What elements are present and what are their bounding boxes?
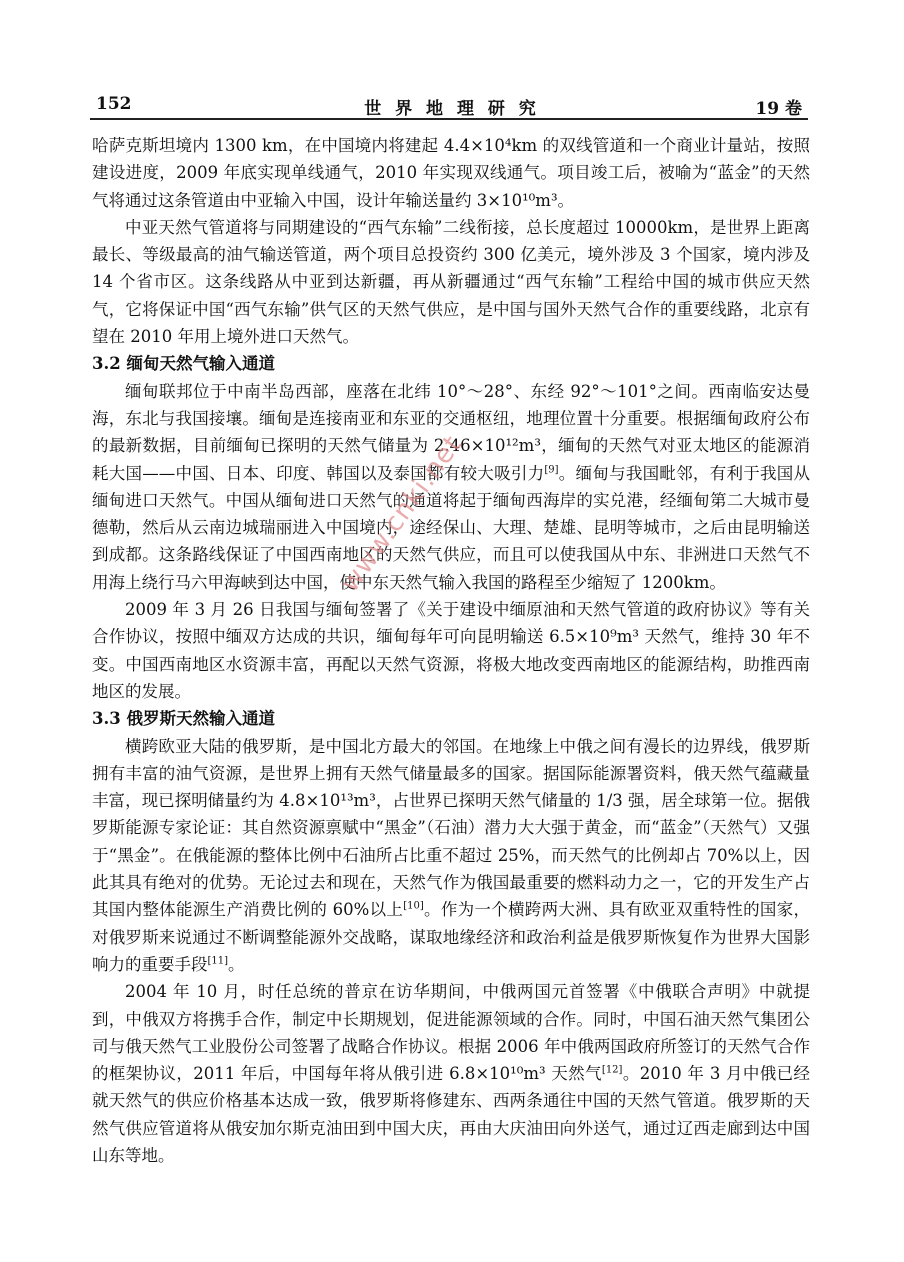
citation-ref: [9] [544, 464, 559, 476]
paragraph-text: 缅甸联邦位于中南半岛西部，座落在北纬 10°～28°、东经 92°～101°之间。西南临安达曼海，东北与我国接壤。缅甸是连接南亚和东亚的交通枢纽，地理位置十分重要。根据缅甸政府公布的最新数据，目前缅甸已探明的天然气储量为 2.46×10¹²m³，缅甸的天然气对亚太地区的能源消耗大国——中国、日本、印度、韩国以及泰国都有较大吸引力 [92, 381, 810, 483]
citation-ref: [11] [207, 955, 229, 967]
section-heading [92, 350, 810, 377]
paragraph [92, 378, 810, 596]
header-rule [90, 118, 808, 120]
paragraph-text: 哈萨克斯坦境内 1300 km，在中国境内将建起 4.4×10⁴km 的双线管道和一个商业计量站，按照建设进度，2009 年底实现单线通气，2010 年实现双线通气。项目竣工后，被喻为“蓝金”的天然气将通过这条管道由中亚输入中国，设计年输送量约 3×10¹⁰m³。 [92, 136, 810, 210]
paragraph-text: 。2010 年 3 月中俄已经就天然气的供应价格基本达成一致，俄罗斯将修建东、西两条通往中国的天然气管道。俄罗斯的天然气供应管道将从俄安加尔斯克油田到中国大庆，再由大庆油田向外送气，通过辽西走廊到达中国山东等地。 [92, 1064, 810, 1165]
paragraph-text: 中亚天然气管道将与同期建设的“西气东输”二线衔接，总长度超过 10000km，是世界上距离最长、等级最高的油气输送管道，两个项目总投资约 300 亿美元，境外涉及 3 个国家，境内涉及 14 个省市区。这条线路从中亚到达新疆，再从新疆通过“西气东输”工程给中国的城市供应天然气，它将保证中国“西气东输”供气区的天然气供应，是中国与国外天然气合作的重要线路，北京有望在 2010 年用上境外进口天然气。 [92, 217, 810, 347]
citation-ref: [10] [403, 900, 424, 912]
paragraph-text: 。作为一个横跨两大洲、具有欧亚双重特性的国家，对俄罗斯来说通过不断调整能源外交战略，谋取地缘经济和政治利益是俄罗斯恢复作为世界大国影响力的重要手段 [92, 900, 811, 974]
paragraph-text: 。缅甸与我国毗邻，有利于我国从缅甸进口天然气。中国从缅甸进口天然气的通道将起于缅甸西海岸的实兑港，经缅甸第二大城市曼德勒，然后从云南边城瑞丽进入中国境内，途经保山、大理、楚雄、昆明等城市，之后由昆明输送到成都。这条路线保证了中国西南地区的天然气供应，而且可以使我国从中东、非洲进口天然气不用海上绕行马六甲海峡到达中国，使中东天然气输入我国的路程至少缩短了 1200km。 [92, 463, 811, 592]
paragraph [92, 132, 810, 214]
running-header [96, 94, 808, 118]
volume-label: 19 卷 [755, 99, 802, 119]
paragraph-text: 横跨欧亚大陆的俄罗斯，是中国北方最大的邻国。在地缘上中俄之间有漫长的边界线，俄罗斯拥有丰富的油气资源，是世界上拥有天然气储量最多的国家。据国际能源署资料，俄天然气蕴藏量丰富，现已探明储量约为 4.8×10¹³m³，占世界已探明天然气储量的 1/3 强，居全球第一位。据俄罗斯能源专家论证：其自然资源禀赋中“黑金”（石油）潜力大大强于黄金，而“蓝金”（天然气）又强于“黑金”。在俄能源的整体比例中石油所占比重不超过 25%，而天然气的比例却占 70%以上，因此其具有绝对的优势。无论过去和现在，天然气作为俄国最重要的燃料动力之一，它的开发生产占其国内整体能源生产消费比例的 60%以上 [92, 736, 810, 920]
journal-title: 世 界 地 理 研 究 [364, 99, 540, 119]
paragraph [92, 733, 810, 979]
paragraph [92, 596, 810, 705]
paragraph-text: 3.2 缅甸天然气输入通道 [92, 354, 275, 374]
citation-ref: [12] [601, 1064, 623, 1076]
paragraph-text: 。 [228, 954, 245, 974]
article-body [92, 132, 810, 1169]
paragraph [92, 214, 810, 350]
page-number: 152 [96, 94, 132, 114]
paragraph [92, 978, 810, 1169]
paragraph-text: 3.3 俄罗斯天然输入通道 [92, 709, 275, 729]
paragraph-text: 2004 年 10 月，时任总统的普京在访华期间，中俄两国元首签署《中俄联合声明》中就提到，中俄双方将携手合作，制定中长期规划，促进能源领域的合作。同时，中国石油天然气集团公司与俄天然气工业股份公司签署了战略合作协议。根据 2006 年中俄两国政府所签订的天然气合作的框架协议，2011 年后，中国每年将从俄引进 6.8×10¹⁰m³ 天然气 [92, 982, 810, 1084]
section-heading [92, 705, 810, 732]
watermark: www.cnki.net [335, 429, 469, 598]
paragraph-text: 2009 年 3 月 26 日我国与缅甸签署了《关于建设中缅原油和天然气管道的政府协议》等有关合作协议，按照中缅双方达成的共识，缅甸每年可向昆明输送 6.5×10⁹m³ 天然气，维持 30 年不变。中国西南地区水资源丰富，再配以天然气资源，将极大地改变西南地区的能源结构，助推西南地区的发展。 [92, 600, 810, 701]
